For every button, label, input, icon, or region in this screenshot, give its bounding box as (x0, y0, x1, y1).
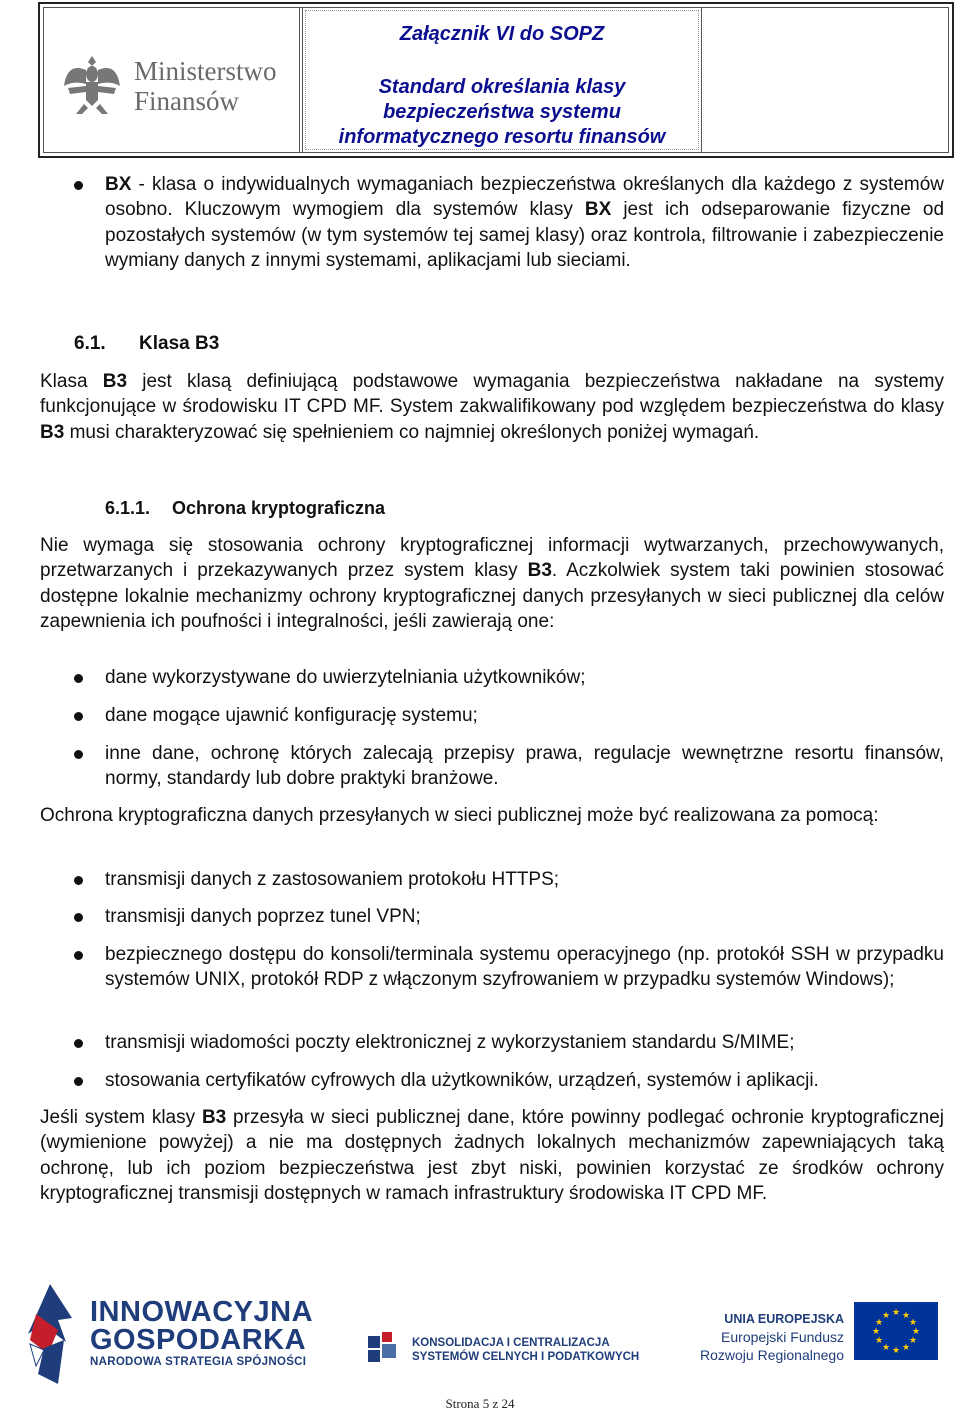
svg-text:★: ★ (901, 1311, 911, 1321)
bullet-icon (74, 876, 83, 885)
p-text: przesyła w sieci publicznej dane, które powinny podlegać ochronie kryptograficznej (wymienione powyżej) a nie ma dostępnych żadnych lokalnych mechanizmów zapewniających taką ochronę, lub ich poziom bezpieczeństwa jest zbyt niski, powinien korzystać ze środków ochrony kryptograficznej transmisji dostępnych w ramach infrastruktury środowiska IT CPD MF. (40, 1107, 944, 1204)
p-text: . Aczkolwiek system taki powinien stosować dostępne lokalnie mechanizmy ochrony kryptograficznej danych przesyłanych w sieci publicznej dla celów zapewnienia ich poufności i integralności, jeśli zawierają one: (40, 560, 944, 632)
bullet-icon (74, 712, 83, 721)
ig-line-3: NARODOWA STRATEGIA SPÓJNOŚCI (90, 1356, 307, 1368)
bx-text-1: - klasa o indywidualnych wymaganiach bezpieczeństwa określanych dla każdego z systemów osobno. Kluczowym wymogiem dla systemów klasy (105, 174, 944, 221)
innowacyjna-gospodarka-star-icon (28, 1284, 72, 1388)
header-logo-cell (44, 8, 300, 152)
header-title-cell (303, 8, 702, 152)
p-bold: B3 (201, 1107, 227, 1128)
section-6-1-1-title: Ochrona kryptograficzna (172, 498, 386, 518)
eu-line-3: Rozwoju Regionalnego (700, 1347, 844, 1363)
list-item: bezpiecznego dostępu do konsoli/terminala systemu operacyjnego (np. protokół SSH w przypadku systemów UNIX, protokół RDP z włączonym szyfrowaniem w przypadku systemów Windows); (105, 944, 944, 991)
svg-text:★: ★ (881, 1311, 891, 1321)
ig-line-2: GOSPODARKA (90, 1324, 307, 1356)
standard-title-line-1: Standard określania klasy (378, 76, 626, 98)
konsolidacja-logo-icon (368, 1332, 408, 1366)
section-6-1-title: Klasa B3 (139, 333, 220, 354)
bullet-icon (74, 181, 83, 190)
bullet-icon (74, 750, 83, 759)
eu-line-1: UNIA EUROPEJSKA (724, 1312, 844, 1326)
section-6-1-1-paragraph-1 (40, 533, 944, 634)
page-number: Strona 5 z 24 (445, 1396, 515, 1411)
kc-line-2: SYSTEMÓW CELNYCH I PODATKOWYCH (412, 1351, 640, 1363)
svg-text:★: ★ (891, 1346, 901, 1356)
header-side-cell (702, 8, 948, 152)
logo-line-1: Ministerstwo (134, 56, 277, 86)
standard-title-line-3: informatycznego resortu finansów (338, 126, 666, 148)
bullet-icon (74, 1039, 83, 1048)
standard-title-line-2: bezpieczeństwa systemu (383, 101, 621, 123)
bullet-icon (74, 951, 83, 960)
ministry-logo-text (134, 56, 277, 116)
bullet-icon (74, 674, 83, 683)
section-6-1-1-number: 6.1.1. (105, 498, 151, 518)
list-item: transmisji danych poprzez tunel VPN; (105, 906, 421, 927)
innowacyjna-gospodarka-logo (90, 1298, 313, 1370)
bx-label: BX (105, 174, 132, 195)
p-text: Nie wymaga się stosowania ochrony kryptograficznej informacji wytwarzanych, przechowywanych, przetwarzanych i przekazywanych przez system klasy (40, 535, 944, 582)
list-item: stosowania certyfikatów cyfrowych dla użytkowników, urządzeń, systemów i aplikacji. (105, 1070, 819, 1091)
svg-text:★: ★ (911, 1327, 921, 1337)
bx-label-2: BX (584, 199, 612, 221)
p-text: musi charakteryzować się spełnieniem co najmniej określonych poniżej wymagań. (64, 421, 760, 443)
kc-line-1: KONSOLIDACJA I CENTRALIZACJA (412, 1337, 610, 1349)
svg-text:★: ★ (908, 1336, 918, 1346)
svg-text:★: ★ (871, 1327, 881, 1337)
svg-text:★: ★ (874, 1336, 884, 1346)
logo-line-2: Finansów (134, 86, 240, 116)
p-text: Jeśli system klasy (40, 1107, 202, 1128)
section-6-1-1-paragraph-3 (40, 1105, 944, 1206)
list-item: transmisji wiadomości poczty elektronicznej z wykorzystaniem standardu S/MIME; (105, 1032, 795, 1053)
section-6-1-number: 6.1. (74, 333, 106, 354)
svg-text:★: ★ (881, 1343, 891, 1353)
document-header (38, 2, 954, 158)
footer-logos (0, 1270, 960, 1390)
p-bold: B3 (527, 560, 552, 582)
bx-text-2: jest ich odseparowanie fizyczne od pozostałych systemów (w tym systemów tej samej klasy) oraz kontrola, filtrowanie i zabezpieczenie wymiany danych z innymi systemami, aplikacjami lub sieciami. (105, 199, 945, 271)
eu-logo-text (686, 1310, 844, 1364)
list-item: inne dane, ochronę których zalecają przepisy prawa, regulacje wewnętrzne resortu finansów, normy, standardy lub dobre praktyki branżowe. (105, 743, 944, 790)
eu-flag-icon (854, 1302, 938, 1360)
header-right-cells (303, 8, 948, 152)
svg-text:★: ★ (901, 1343, 911, 1353)
list-item: transmisji danych z zastosowaniem protokołu HTTPS; (105, 869, 560, 890)
ig-line-1: INNOWACYJNA (90, 1296, 314, 1328)
eu-line-2: Europejski Fundusz (721, 1329, 844, 1345)
list-item: dane mogące ujawnić konfigurację systemu; (105, 705, 478, 726)
bullet-icon (74, 913, 83, 922)
section-6-1-1-paragraph-2: Ochrona kryptograficzna danych przesyłanych w sieci publicznej może być realizowana za pomocą: (40, 805, 879, 826)
header-table (43, 7, 949, 153)
section-6-1-paragraph (40, 369, 944, 445)
konsolidacja-logo (412, 1336, 639, 1364)
list-item: dane wykorzystywane do uwierzytelniania użytkowników; (105, 667, 586, 688)
p-bold: B3 (40, 421, 65, 443)
bx-class-description (105, 172, 944, 273)
eagle-emblem-icon (62, 52, 122, 118)
p-text: Klasa (40, 371, 103, 392)
p-text: jest klasą definiującą podstawowe wymagania bezpieczeństwa nakładane na systemy funkcjonujące w środowisku IT CPD MF. System zakwalifikowany pod względem bezpieczeństwa do klasy (40, 371, 945, 418)
bullet-icon (74, 1077, 83, 1086)
annex-title: Załącznik VI do SOPZ (399, 23, 605, 45)
svg-text:★: ★ (891, 1308, 901, 1318)
svg-text:★: ★ (908, 1318, 918, 1328)
p-bold: B3 (102, 371, 128, 392)
svg-text:★: ★ (874, 1318, 884, 1328)
